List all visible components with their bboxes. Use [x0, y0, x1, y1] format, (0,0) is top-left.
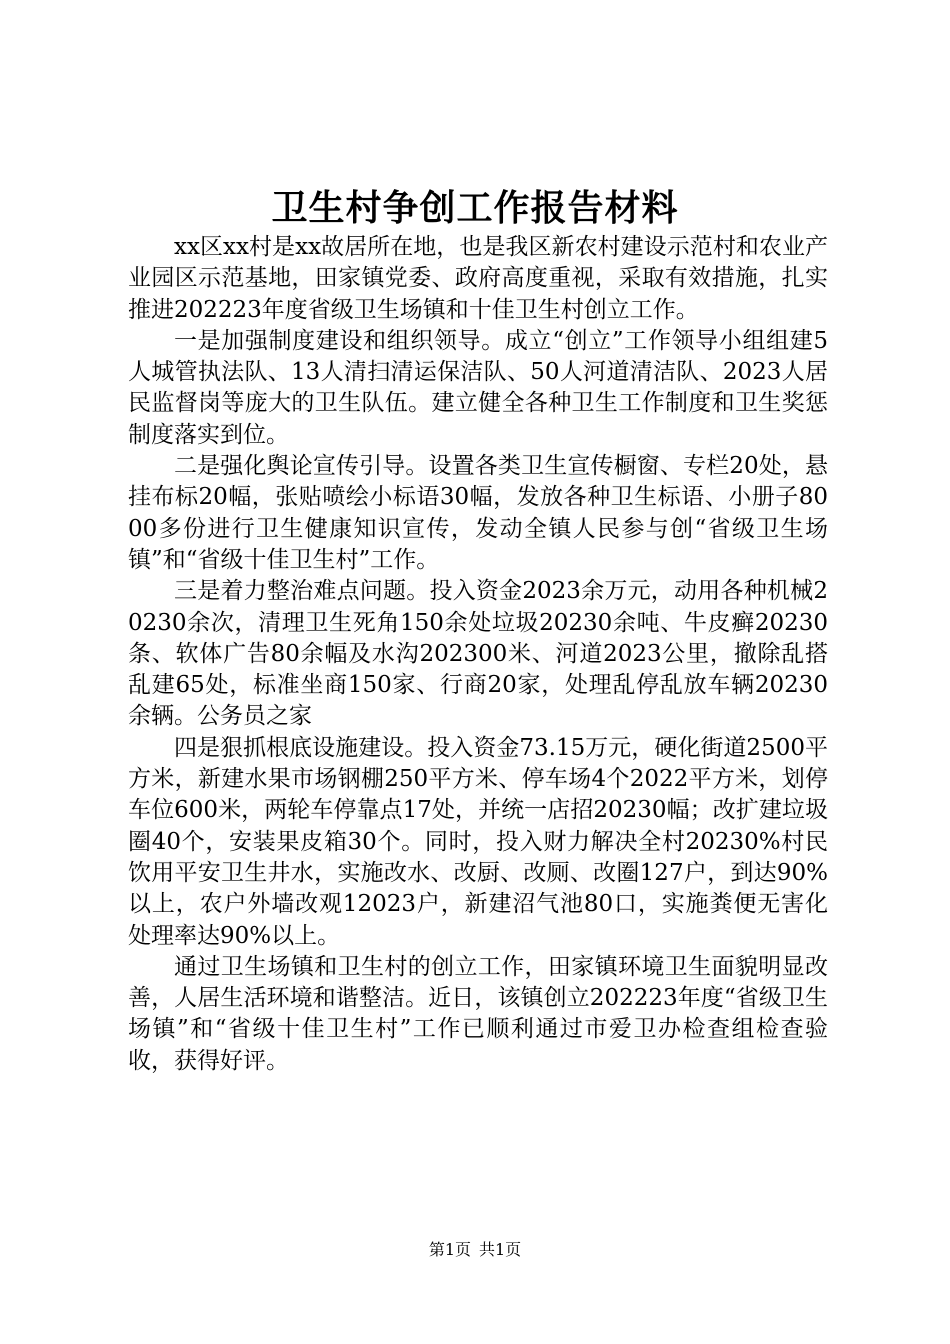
document-body [128, 232, 828, 1077]
paragraph-infrastructure: 四是狠抓根底设施建设。投入资金73.15万元，硬化街道2500平方米，新建水果市场钢棚250平方米、停车场4个2022平方米，划停车位600米，两轮车停靠点17处，并统一店招20230幅；改扩建垃圾圈40个，安装果皮箱30个。同时，投入财力解决全村20230%村民饮用平安卫生井水，实施改水、改厨、改厕、改圈127户，到达90%以上，农户外墙改观12023户，新建沼气池80口，实施粪便无害化处理率达90%以上。 [128, 734, 828, 949]
paragraph-organization: 一是加强制度建设和组织领导。成立“创立”工作领导小组组建5人城管执法队、13人清扫清运保洁队、50人河道清洁队、2023人居民监督岗等庞大的卫生队伍。建立健全各种卫生工作制度和卫生奖惩制度落实到位。 [128, 327, 828, 448]
paragraph-intro: xx区xx村是xx故居所在地，也是我区新农村建设示范村和农业产业园区示范基地，田家镇党委、政府高度重视，采取有效措施，扎实推进202223年度省级卫生场镇和十佳卫生村创立工作。 [128, 234, 828, 323]
page-number: 第1页 [428, 1240, 471, 1259]
paragraph-publicity: 二是强化舆论宣传引导。设置各类卫生宣传橱窗、专栏20处，悬挂布标20幅，张贴喷绘小标语30幅，发放各种卫生标语、小册子8000多份进行卫生健康知识宣传，发动全镇人民参与创“省级卫生场镇”和“省级十佳卫生村”工作。 [128, 453, 828, 573]
paragraph-rectification: 三是着力整治难点问题。投入资金2023余万元，动用各种机械20230余次，清理卫生死角150余处垃圾20230余吨、牛皮癣20230条、软体广告80余幅及水沟202300米、河道2023公里，撤除乱搭乱建65处，标准坐商150家、行商20家，处理乱停乱放车辆20230余辆。公务员之家 [128, 578, 828, 730]
document-title: 卫生村争创工作报告材料 [271, 187, 679, 229]
paragraph-conclusion: 通过卫生场镇和卫生村的创立工作，田家镇环境卫生面貌明显改善，人居生活环境和谐整洁。近日，该镇创立202223年度“省级卫生场镇”和“省级十佳卫生村”工作已顺利通过市爱卫办检查组检查验收，获得好评。 [128, 953, 828, 1074]
page-total: 共1页 [479, 1240, 522, 1259]
page-footer [0, 1239, 950, 1261]
